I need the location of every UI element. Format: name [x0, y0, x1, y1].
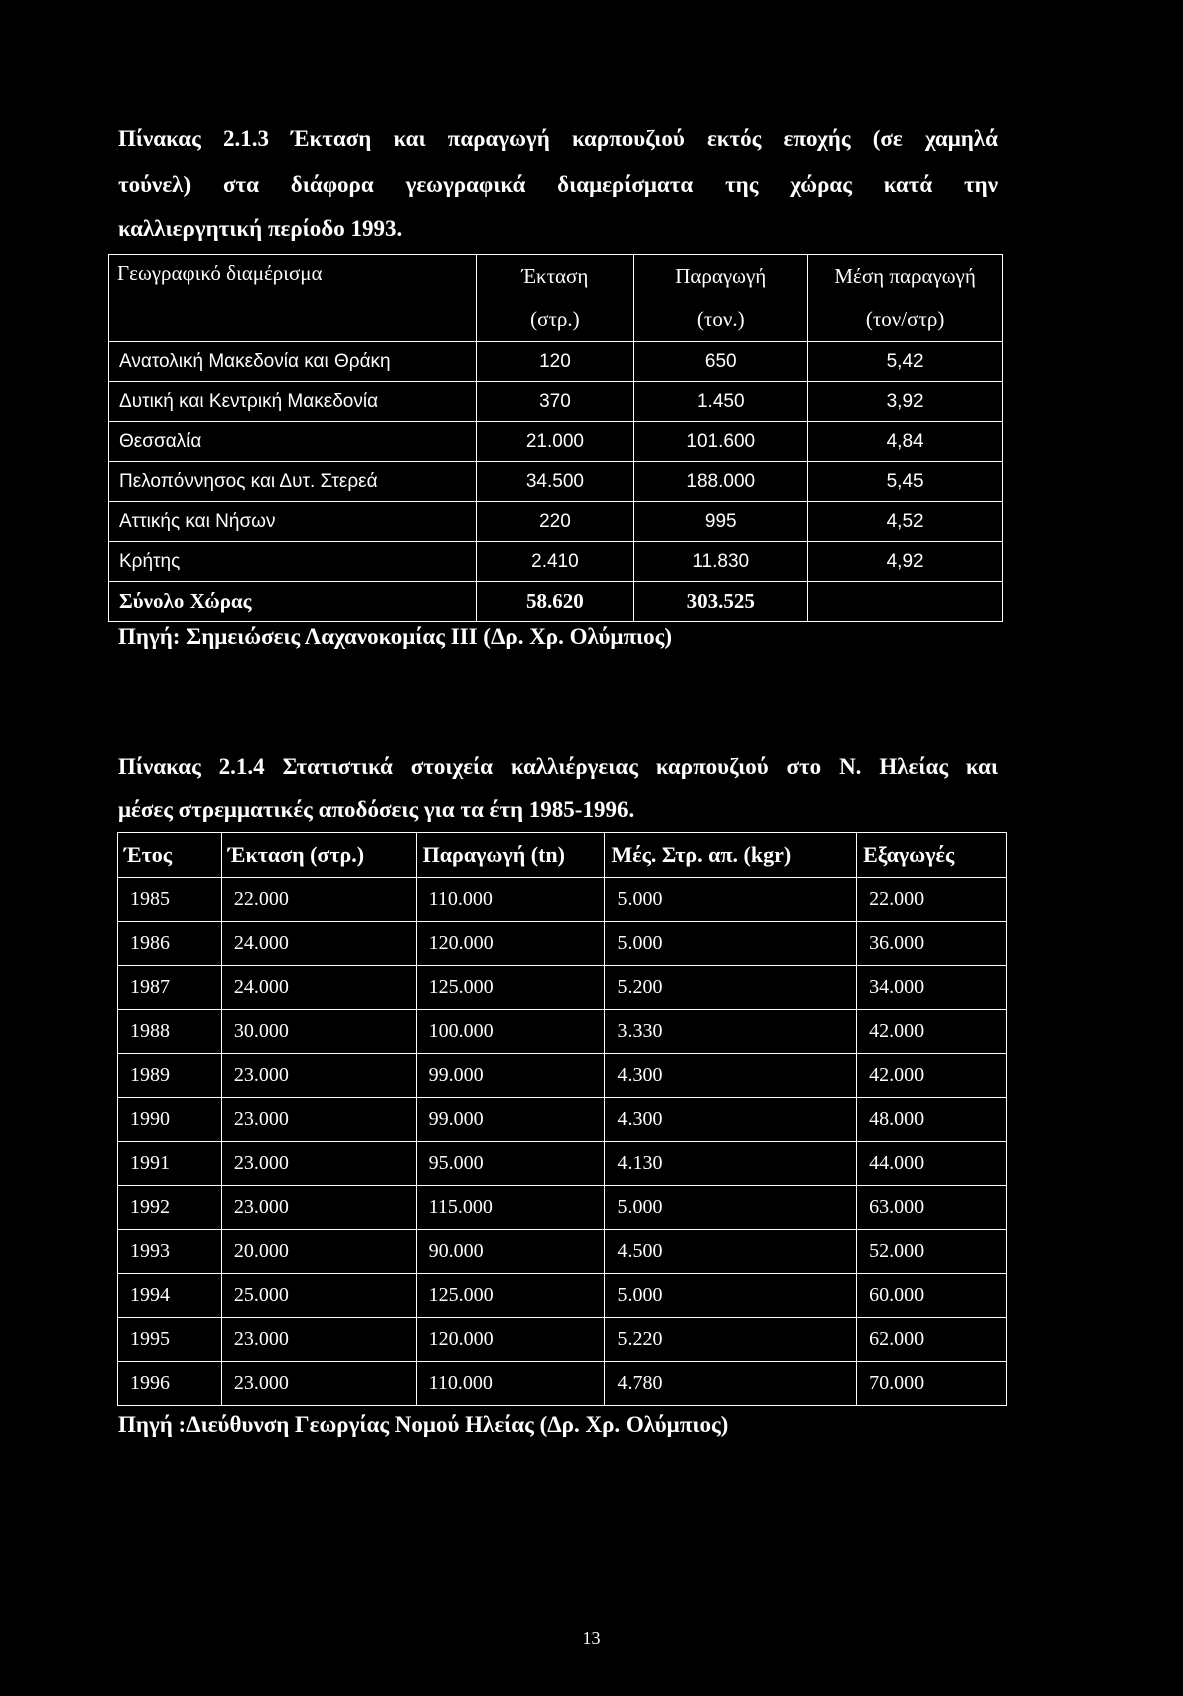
table1-header-area-line1: Έκταση: [521, 264, 589, 288]
production-cell: 99.000: [416, 1054, 605, 1098]
table2-header-year: Έτος: [118, 833, 222, 878]
year-cell: 1988: [118, 1010, 222, 1054]
table2-header-area: Έκταση (στρ.): [221, 833, 416, 878]
page-number: 13: [582, 1628, 601, 1648]
table-row: [118, 1230, 1007, 1274]
area-cell: 23.000: [221, 1054, 416, 1098]
table-row: [118, 1186, 1007, 1230]
table2-header-exports: Εξαγωγές: [857, 833, 1007, 878]
table1-header-yield-line1: Μέση παραγωγή: [834, 264, 976, 288]
total-label: Σύνολο Χώρας: [109, 582, 477, 622]
area-cell: 30.000: [221, 1010, 416, 1054]
area-value: 120: [476, 342, 634, 382]
table1-header-production-line2: (τον.): [696, 307, 745, 331]
yield-cell: 4.300: [605, 1054, 857, 1098]
table-row: [118, 1362, 1007, 1406]
production-value: 1.450: [634, 382, 808, 422]
region-name: Δυτική και Κεντρική Μακεδονία: [109, 382, 477, 422]
yield-value: 5,42: [808, 342, 1003, 382]
table-row: [118, 922, 1007, 966]
year-cell: 1991: [118, 1142, 222, 1186]
exports-cell: 42.000: [857, 1010, 1007, 1054]
production-cell: 100.000: [416, 1010, 605, 1054]
exports-cell: 36.000: [857, 922, 1007, 966]
yield-cell: 4.130: [605, 1142, 857, 1186]
area-value: 220: [476, 502, 634, 542]
yield-cell: 4.500: [605, 1230, 857, 1274]
production-value: 188.000: [634, 462, 808, 502]
table-row: [118, 1274, 1007, 1318]
area-cell: 23.000: [221, 1318, 416, 1362]
area-cell: 20.000: [221, 1230, 416, 1274]
area-cell: 23.000: [221, 1362, 416, 1406]
exports-cell: 48.000: [857, 1098, 1007, 1142]
exports-cell: 70.000: [857, 1362, 1007, 1406]
area-cell: 25.000: [221, 1274, 416, 1318]
table1-header-area-line2: (στρ.): [530, 307, 580, 331]
table-row: [118, 1054, 1007, 1098]
yield-cell: 5.000: [605, 922, 857, 966]
yield-cell: 5.000: [605, 878, 857, 922]
table-row: [109, 462, 1003, 502]
exports-cell: 60.000: [857, 1274, 1007, 1318]
exports-cell: 63.000: [857, 1186, 1007, 1230]
yield-value: 4,92: [808, 542, 1003, 582]
table-row: [109, 502, 1003, 542]
area-value: 2.410: [476, 542, 634, 582]
year-cell: 1985: [118, 878, 222, 922]
production-cell: 115.000: [416, 1186, 605, 1230]
yield-cell: 3.330: [605, 1010, 857, 1054]
exports-cell: 22.000: [857, 878, 1007, 922]
table2-source: Πηγή :Διεύθυνση Γεωργίας Νομού Ηλείας (Δρ. Χρ. Ολύμπιος): [118, 1412, 729, 1437]
production-cell: 95.000: [416, 1142, 605, 1186]
exports-cell: 62.000: [857, 1318, 1007, 1362]
table-row: [109, 342, 1003, 382]
year-cell: 1992: [118, 1186, 222, 1230]
production-cell: 110.000: [416, 1362, 605, 1406]
production-value: 101.600: [634, 422, 808, 462]
region-name: Αττικής και Νήσων: [109, 502, 477, 542]
total-production: 303.525: [634, 582, 808, 622]
table-row: [118, 1142, 1007, 1186]
table1-caption-line2: τούνελ) στα διάφορα γεωγραφικά διαμερίσματα της χώρας κατά την: [118, 172, 998, 197]
production-value: 11.830: [634, 542, 808, 582]
region-name: Θεσσαλία: [109, 422, 477, 462]
production-cell: 90.000: [416, 1230, 605, 1274]
region-name: Κρήτης: [109, 542, 477, 582]
production-cell: 125.000: [416, 1274, 605, 1318]
area-cell: 23.000: [221, 1186, 416, 1230]
table-row: [109, 542, 1003, 582]
year-cell: 1995: [118, 1318, 222, 1362]
year-cell: 1989: [118, 1054, 222, 1098]
production-value: 650: [634, 342, 808, 382]
area-cell: 23.000: [221, 1098, 416, 1142]
table1-header-region: [109, 255, 477, 342]
yield-value: 3,92: [808, 382, 1003, 422]
yield-value: 5,45: [808, 462, 1003, 502]
table-row: [118, 966, 1007, 1010]
year-cell: 1990: [118, 1098, 222, 1142]
table2-header-production: Παραγωγή (tn): [416, 833, 605, 878]
year-cell: 1987: [118, 966, 222, 1010]
yield-cell: 4.780: [605, 1362, 857, 1406]
table1-header-production-line1: Παραγωγή: [675, 264, 767, 288]
production-value: 995: [634, 502, 808, 542]
table1-header-area: [476, 255, 634, 342]
ilia-statistics-table: [117, 832, 1007, 1406]
production-cell: 120.000: [416, 922, 605, 966]
area-value: 21.000: [476, 422, 634, 462]
yield-value: 4,84: [808, 422, 1003, 462]
production-cell: 120.000: [416, 1318, 605, 1362]
area-cell: 24.000: [221, 966, 416, 1010]
table2-caption-line2: μέσες στρεμματικές αποδόσεις για τα έτη 1985-1996.: [118, 797, 635, 822]
area-cell: 24.000: [221, 922, 416, 966]
area-value: 34.500: [476, 462, 634, 502]
production-cell: 125.000: [416, 966, 605, 1010]
table1-caption-line1: Πίνακας 2.1.3 Έκταση και παραγωγή καρπουζιού εκτός εποχής (σε χαμηλά: [118, 126, 998, 151]
area-cell: 22.000: [221, 878, 416, 922]
table1-header-region-label: Γεωγραφικό διαμέρισμα: [117, 261, 323, 285]
table-row: [118, 1010, 1007, 1054]
table-row: [109, 422, 1003, 462]
table1-header-yield-line2: (τον/στρ): [865, 307, 945, 331]
production-cell: 99.000: [416, 1098, 605, 1142]
table2-header-row: [118, 833, 1007, 878]
yield-cell: 5.000: [605, 1274, 857, 1318]
table1-header-yield: [808, 255, 1003, 342]
table1-caption-line3: καλλιεργητική περίοδο 1993.: [118, 216, 403, 241]
table-row: [118, 1318, 1007, 1362]
year-cell: 1994: [118, 1274, 222, 1318]
region-name: Πελοπόννησος και Δυτ. Στερεά: [109, 462, 477, 502]
area-value: 370: [476, 382, 634, 422]
exports-cell: 34.000: [857, 966, 1007, 1010]
table1-source: Πηγή: Σημειώσεις Λαχανοκομίας ΙΙΙ (Δρ. Χρ. Ολύμπιος): [118, 624, 673, 649]
exports-cell: 42.000: [857, 1054, 1007, 1098]
exports-cell: 52.000: [857, 1230, 1007, 1274]
yield-cell: 4.300: [605, 1098, 857, 1142]
production-cell: 110.000: [416, 878, 605, 922]
table2-caption-line1: Πίνακας 2.1.4 Στατιστικά στοιχεία καλλιέργειας καρπουζιού στο Ν. Ηλείας και: [118, 754, 998, 779]
table1-total-row: [109, 582, 1003, 622]
table-row: [118, 878, 1007, 922]
table1-header-row: [109, 255, 1003, 342]
total-yield: [808, 582, 1003, 622]
regional-production-table: [108, 254, 1003, 622]
yield-cell: 5.200: [605, 966, 857, 1010]
exports-cell: 44.000: [857, 1142, 1007, 1186]
yield-cell: 5.220: [605, 1318, 857, 1362]
total-area: 58.620: [476, 582, 634, 622]
table1-header-production: [634, 255, 808, 342]
yield-cell: 5.000: [605, 1186, 857, 1230]
area-cell: 23.000: [221, 1142, 416, 1186]
year-cell: 1986: [118, 922, 222, 966]
yield-value: 4,52: [808, 502, 1003, 542]
table-row: [109, 382, 1003, 422]
year-cell: 1996: [118, 1362, 222, 1406]
table-row: [118, 1098, 1007, 1142]
region-name: Ανατολική Μακεδονία και Θράκη: [109, 342, 477, 382]
table2-header-yield: Μές. Στρ. απ. (kgr): [605, 833, 857, 878]
year-cell: 1993: [118, 1230, 222, 1274]
